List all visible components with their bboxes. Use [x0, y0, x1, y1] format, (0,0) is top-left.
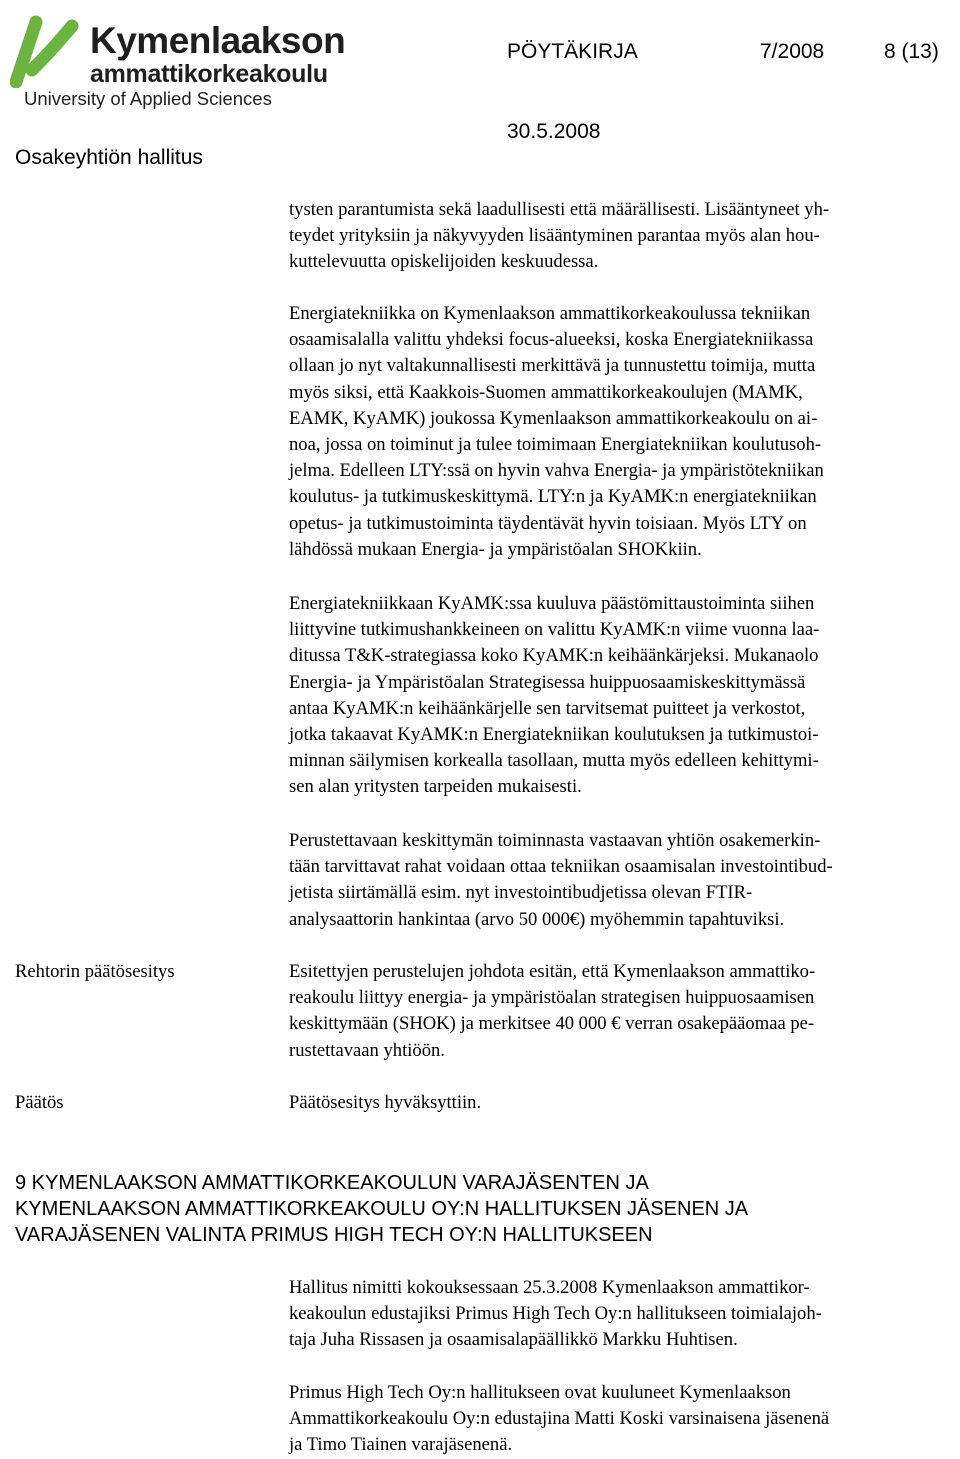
text-line: tysten parantumista sekä laadullisesti että määrällisesti. Lisääntyneet yh-: [289, 199, 830, 220]
logo-name: Kymenlaakson: [90, 20, 346, 61]
heading-line: VARAJÄSENEN VALINTA PRIMUS HIGH TECH OY:N HALLITUKSEEN: [15, 1224, 653, 1246]
document-type: PÖYTÄKIRJA: [507, 40, 638, 63]
text-line: liittyvine tutkimushankkeineen on valittu KyAMK:n viime vuonna laa-: [289, 619, 820, 641]
text-line: osaamisalalla valittu yhdeksi focus-alueeksi, koska Energiatekniikassa: [289, 329, 814, 351]
text-line: Energia- ja Ympäristöalan Strategisessa huippuosaamiskeskittymässä: [289, 671, 806, 693]
text-line: analysaattorin hankintaa (arvo 50 000€) myöhemmin tapahtuviksi.: [289, 908, 785, 930]
meeting-date: 30.5.2008: [507, 120, 601, 143]
text-line: ja Timo Tiainen varajäsenenä.: [289, 1434, 513, 1456]
text-line: sen alan yritysten tarpeiden mukaisesti.: [289, 776, 582, 798]
text-line: keakoulun edustajiksi Primus High Tech Oy:n hallitukseen toimialajoh-: [289, 1303, 822, 1325]
paragraph-1: [289, 197, 957, 276]
text-line: kuttelevuutta opiskelijoiden keskuudessa.: [289, 251, 599, 273]
text-line: taja Juha Rissasen ja osaamisalapäällikkö Markku Huhtisen.: [289, 1329, 738, 1351]
organ-name: Osakeyhtiön hallitus: [15, 146, 203, 169]
heading-line: KYMENLAAKSON AMMATTIKORKEAKOULU OY:N HALLITUKSEN JÄSENEN JA: [15, 1198, 749, 1220]
text-line: Primus High Tech Oy:n hallitukseen ovat kuuluneet Kymenlaakson: [289, 1382, 791, 1403]
page-number: 8 (13): [884, 40, 939, 63]
section-heading: [15, 1170, 955, 1248]
proposal-text: [289, 959, 957, 1064]
text-line: Ammattikorkeakoulu Oy:n edustajina Matti Koski varsinaisena jäsenenä: [289, 1408, 830, 1430]
text-line: antaa KyAMK:n keihäänkärjelle sen tarvitsemat puitteet ja verkostot,: [289, 697, 806, 719]
logo-university: University of Applied Sciences: [24, 88, 272, 109]
text-line: Energiatekniikkaan KyAMK:ssa kuuluva päästömittaustoiminta siihen: [289, 593, 815, 614]
text-line: Esitettyjen perustelujen johdota esitän, että Kymenlaakson ammattiko-: [289, 961, 816, 982]
text-line: noa, jossa on toiminut ja tulee toimimaan Energiatekniikan koulutusoh-: [289, 434, 822, 456]
text-line: teydet yrityksiin ja näkyvyyden lisääntyminen parantaa myös alan hou-: [289, 225, 820, 247]
paragraph-3: [289, 591, 957, 801]
paragraph-6: [289, 1380, 957, 1459]
logo-mark-icon: [10, 12, 82, 88]
text-line: opetus- ja tutkimustoiminta täydentävät hyvin toisiaan. Myös LTY on: [289, 512, 807, 534]
text-line: jelma. Edelleen LTY:ssä on hyvin vahva Energia- ja ympäristötekniikan: [289, 460, 824, 482]
kyamk-logo: [10, 12, 346, 112]
text-line: koulutus- ja tutkimuskeskittymä. LTY:n ja KyAMK:n energiatekniikan: [289, 486, 817, 508]
heading-line: 9 KYMENLAAKSON AMMATTIKORKEAKOULUN VARAJÄSENTEN JA: [15, 1172, 649, 1194]
text-line: jetista siirtämällä esim. nyt investointibudjetissa olevan FTIR-: [289, 882, 753, 904]
text-line: minnan säilymisen korkealla tasollaan, mutta myös edelleen kehittymi-: [289, 750, 819, 772]
proposal-label: Rehtorin päätösesitys: [15, 961, 175, 982]
logo-subtitle: ammattikorkeakoulu: [90, 60, 328, 88]
text-line: Energiatekniikka on Kymenlaakson ammattikorkeakoulussa tekniikan: [289, 303, 811, 324]
text-line: Päätösesitys hyväksyttiin.: [289, 1092, 482, 1113]
decision-label: Päätös: [15, 1092, 64, 1113]
text-line: tään tarvittavat rahat voidaan ottaa tekniikan osaamisalan investointibud-: [289, 856, 833, 878]
text-line: keskittymään (SHOK) ja merkitsee 40 000 € verran osakepääomaa pe-: [289, 1013, 815, 1035]
document-number: 7/2008: [760, 40, 825, 63]
paragraph-4: [289, 828, 957, 933]
text-line: ditussa T&K-strategiassa koko KyAMK:n keihäänkärjeksi. Mukanaolo: [289, 645, 819, 667]
decision-text: [289, 1090, 957, 1116]
text-line: EAMK, KyAMK) joukossa Kymenlaakson ammattikorkeakoulu on ai-: [289, 407, 818, 429]
text-line: rustettavaan yhtiöön.: [289, 1039, 445, 1061]
text-line: myös siksi, että Kaakkois-Suomen ammattikorkeakoulujen (MAMK,: [289, 381, 803, 403]
paragraph-5: [289, 1275, 957, 1354]
text-line: ollaan jo nyt valtakunnallisesti merkittävä ja tunnustettu toimija, mutta: [289, 355, 816, 377]
text-line: Hallitus nimitti kokouksessaan 25.3.2008 Kymenlaakson ammattikor-: [289, 1277, 810, 1298]
text-line: reakoulu liittyy energia- ja ympäristöalan strategisen huippuosaamisen: [289, 987, 815, 1009]
text-line: jotka takaavat KyAMK:n Energiatekniikan koulutuksen ja tutkimustoi-: [289, 724, 819, 746]
text-line: lähdössä mukaan Energia- ja ympäristöalan SHOKkiin.: [289, 538, 702, 560]
text-line: Perustettavaan keskittymän toiminnasta vastaavan yhtiön osakemerkin-: [289, 830, 821, 851]
paragraph-2: [289, 301, 957, 563]
